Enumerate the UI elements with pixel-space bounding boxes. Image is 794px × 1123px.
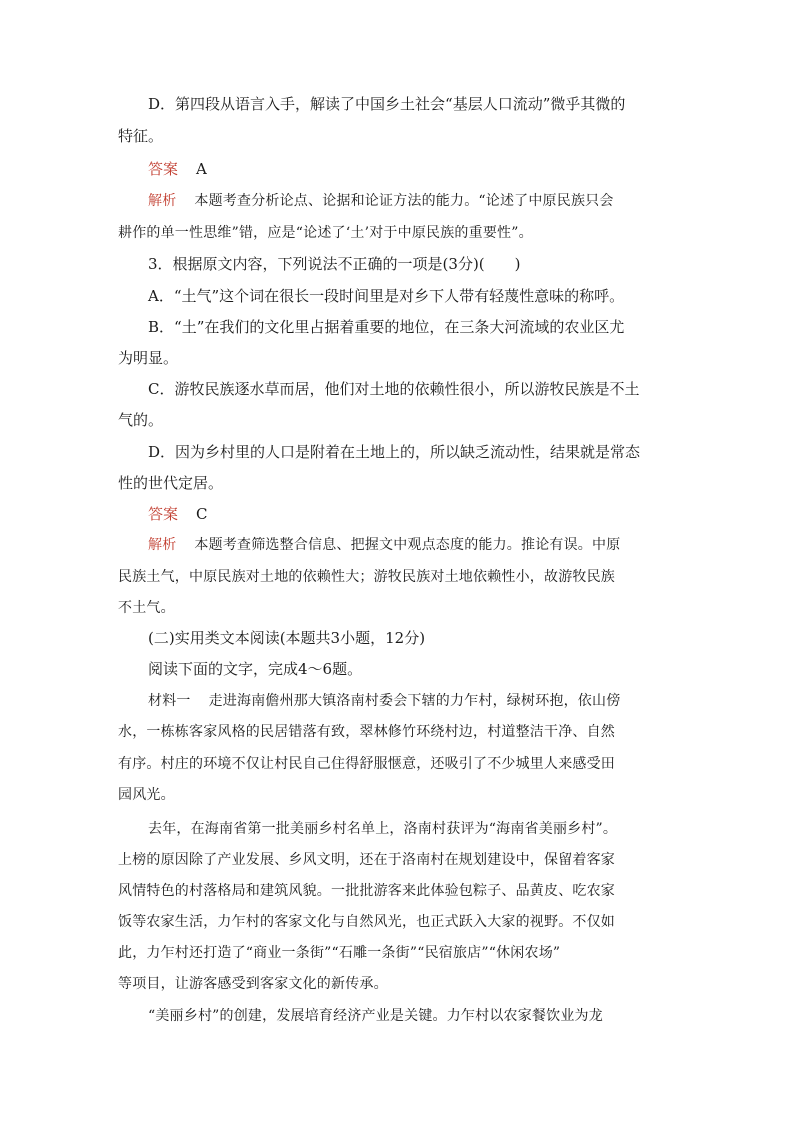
analysis-2-line-3: 不土气。 bbox=[118, 600, 175, 616]
option-d-line-1: D．第四段从语言入手，解读了中国乡土社会“基层人口流动”微乎其微的 bbox=[148, 95, 626, 113]
material-1-line-3: 有序。村庄的环境不仅让村民自己住得舒服惬意，还吸引了不少城里人来感受田 bbox=[118, 756, 615, 772]
paragraph-2-line-4: 饭等农家生活，力乍村的客家文化与自然风光，也正式跃入大家的视野。不仅如 bbox=[118, 914, 615, 930]
question-3: 3．根据原文内容，下列说法不正确的一项是(3分)( ) bbox=[148, 255, 521, 273]
q3-option-c-line-2: 气的。 bbox=[118, 411, 164, 429]
analysis-1-line-2: 耕作的单一性思维”错，应是“论述了‘土’对于中原民族的重要性”。 bbox=[118, 225, 533, 241]
analysis-1-line-1: 解析 本题考查分析论点、论据和论证方法的能力。“论述了中原民族只会 bbox=[148, 193, 614, 209]
analysis-label: 解析 bbox=[148, 537, 177, 553]
answer-label: 答案 bbox=[148, 505, 179, 523]
analysis-2-line-2: 民族土气，中原民族对土地的依赖性大；游牧民族对土地依赖性小，故游牧民族 bbox=[118, 569, 615, 585]
answer-2: 答案 C bbox=[148, 505, 208, 523]
paragraph-3-line-1: “美丽乡村”的创建，发展培育经济产业是关键。力乍村以农家餐饮业为龙 bbox=[148, 1008, 603, 1024]
q3-option-d-line-2: 性的世代定居。 bbox=[118, 474, 224, 492]
analysis-label: 解析 bbox=[148, 193, 177, 209]
instruction: 阅读下面的文字，完成4～6题。 bbox=[148, 660, 363, 678]
q3-option-b-line-2: 为明显。 bbox=[118, 349, 179, 367]
answer-label: 答案 bbox=[148, 160, 179, 178]
material-1-line-4: 园风光。 bbox=[118, 787, 175, 803]
paragraph-2-line-6: 等项目，让游客感受到客家文化的新传承。 bbox=[118, 976, 388, 992]
q3-option-c-line-1: C．游牧民族逐水草而居，他们对土地的依赖性很小，所以游牧民族是不土 bbox=[148, 380, 640, 398]
paragraph-2-line-3: 风情特色的村落格局和建筑风貌。一批批游客来此体验包粽子、品黄皮、吃农家 bbox=[118, 883, 615, 899]
option-d-line-2: 特征。 bbox=[118, 127, 164, 145]
material-1-line-2: 水，一栋栋客家风格的民居错落有致，翠林修竹环绕村边，村道整洁干净、自然 bbox=[118, 724, 615, 740]
q3-option-a: A．“土气”这个词在很长一段时间里是对乡下人带有轻蔑性意味的称呼。 bbox=[148, 287, 625, 305]
analysis-2-line-1: 解析 本题考查筛选整合信息、把握文中观点态度的能力。推论有误。中原 bbox=[148, 537, 621, 553]
material-1-line-1: 材料一 走进海南儋州那大镇洛南村委会下辖的力乍村，绿树环抱，依山傍 bbox=[148, 693, 621, 709]
q3-option-d-line-1: D．因为乡村里的人口是附着在土地上的，所以缺乏流动性，结果就是常态 bbox=[148, 443, 641, 461]
answer-1: 答案 A bbox=[148, 160, 207, 178]
paragraph-2-line-1: 去年，在海南省第一批美丽乡村名单上，洛南村获评为“海南省美丽乡村”。 bbox=[148, 821, 618, 837]
material-label: 材料一 bbox=[148, 693, 191, 709]
q3-option-b-line-1: B．“土”在我们的文化里占据着重要的地位，在三条大河流域的农业区尤 bbox=[148, 318, 625, 336]
section-heading: (二)实用类文本阅读(本题共3小题，12分) bbox=[148, 629, 426, 647]
paragraph-2-line-2: 上榜的原因除了产业发展、乡风文明，还在于洛南村在规划建设中，保留着客家 bbox=[118, 852, 615, 868]
paragraph-2-line-5: 此，力乍村还打造了“商业一条街”“石雕一条街”“民宿旅店”“休闲农场” bbox=[118, 945, 561, 961]
